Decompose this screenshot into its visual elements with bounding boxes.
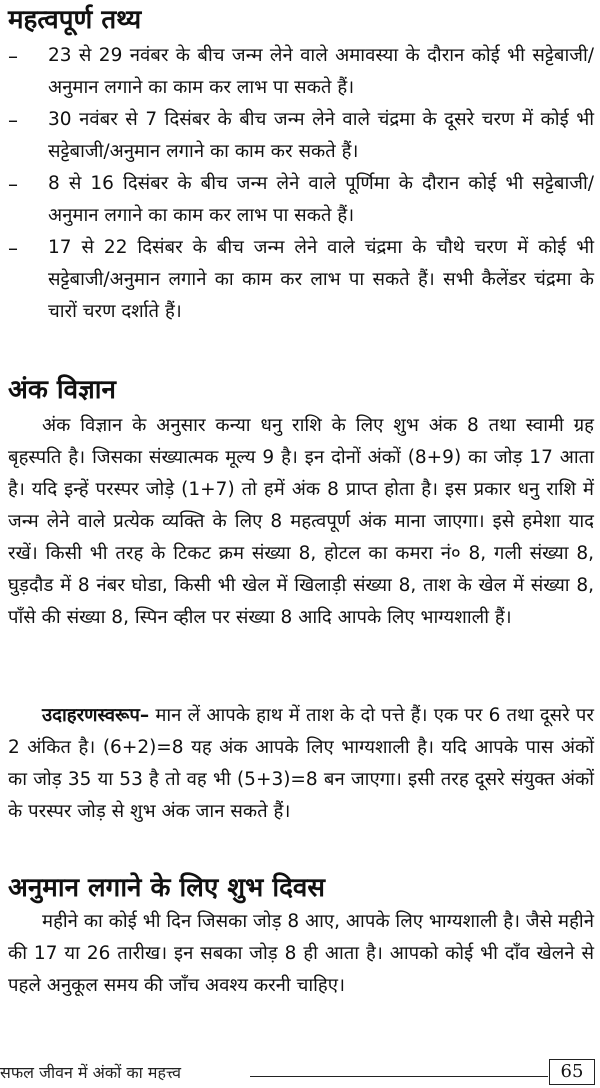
running-title: सफल जीवन में अंकों का महत्त्व [0, 1063, 182, 1082]
bullet-item [8, 168, 594, 232]
bullet-item [8, 232, 594, 328]
example-label: उदाहरणस्वरूप– [42, 705, 150, 726]
lucky-days-paragraph: महीने का कोई भी दिन जिसका जोड़ 8 आए, आपके लिए भाग्यशाली है। जैसे महीने की 17 या 26 तारीख। इन सबका जोड़ 8 ही आता है। आपको कोई भी दाँव खेलने से पहले अनुकूल समय की जाँच अवश्य करनी चाहिए। [8, 911, 594, 996]
footer-rule [250, 1076, 548, 1077]
bullet-dash: – [8, 236, 18, 260]
section-title-numerology: अंक विज्ञान [8, 375, 116, 405]
bullet-item [8, 40, 594, 104]
example-paragraph [8, 700, 594, 828]
bullet-dash: – [8, 44, 18, 68]
bullet-dash: – [8, 172, 18, 196]
bullet-text: 30 नवंबर से 7 दिसंबर के बीच जन्म लेने वाले चंद्रमा के दूसरे चरण में कोई भी सट्टेबाजी/अनुमान लगाने का काम कर सकते हैं। [48, 109, 594, 162]
page-footer [0, 1058, 600, 1086]
page-number: 65 [549, 1059, 595, 1085]
section-title-important-facts: महत्वपूर्ण तथ्य [8, 5, 142, 35]
bullet-text: 17 से 22 दिसंबर के बीच जन्म लेने वाले चंद्रमा के चौथे चरण में कोई भी सट्टेबाजी/अनुमान लगाने का काम कर लाभ पा सकते हैं। सभी कैलेंडर चंद्रमा के चारों चरण दर्शाते हैं। [48, 237, 594, 322]
facts-bullet-list [8, 40, 594, 328]
section-title-lucky-days: अनुमान लगाने के लिए शुभ दिवस [8, 873, 325, 903]
example-text: मान लें आपके हाथ में ताश के दो पत्ते हैं। एक पर 6 तथा दूसरे पर 2 अंकित है। (6+2)=8 यह अंक आपके लिए भाग्यशाली है। यदि आपके पास अंकों का जोड़ 35 या 53 है तो वह भी (5+3)=8 बन जाएगा। इसी तरह दूसरे संयुक्त अंकों के परस्पर जोड़ से शुभ अंक जान सकते हैं। [8, 705, 594, 822]
bullet-text: 23 से 29 नवंबर के बीच जन्म लेने वाले अमावस्या के दौरान कोई भी सट्टेबाजी/अनुमान लगाने का काम कर लाभ पा सकते हैं। [48, 45, 594, 98]
numerology-paragraph: अंक विज्ञान के अनुसार कन्या धनु राशि के लिए शुभ अंक 8 तथा स्वामी ग्रह बृहस्पति है। जिसका संख्यात्मक मूल्य 9 है। इन दोनों अंकों (8+9) का जोड़ 17 आता है। यदि इन्हें परस्पर जोड़े (1+7) तो हमें अंक 8 प्राप्त होता है। इस प्रकार धनु राशि में जन्म लेने वाले प्रत्येक व्यक्ति के लिए 8 महत्वपूर्ण अंक माना जाएगा। इसे हमेशा याद रखें। किसी भी तरह के टिकट क्रम संख्या 8, होटल का कमरा नं० 8, गली संख्या 8, घुड़दौड में 8 नंबर घोडा, किसी भी खेल में खिलाड़ी संख्या 8, ताश के खेल में संख्या 8, पाँसे की संख्या 8, स्पिन व्हील पर संख्या 8 आदि आपके लिए भाग्यशाली हैं। [8, 415, 594, 628]
bullet-item [8, 104, 594, 168]
bullet-dash: – [8, 108, 18, 132]
bullet-text: 8 से 16 दिसंबर के बीच जन्म लेने वाले पूर्णिमा के दौरान कोई भी सट्टेबाजी/अनुमान लगाने का काम कर लाभ पा सकते हैं। [48, 173, 594, 226]
